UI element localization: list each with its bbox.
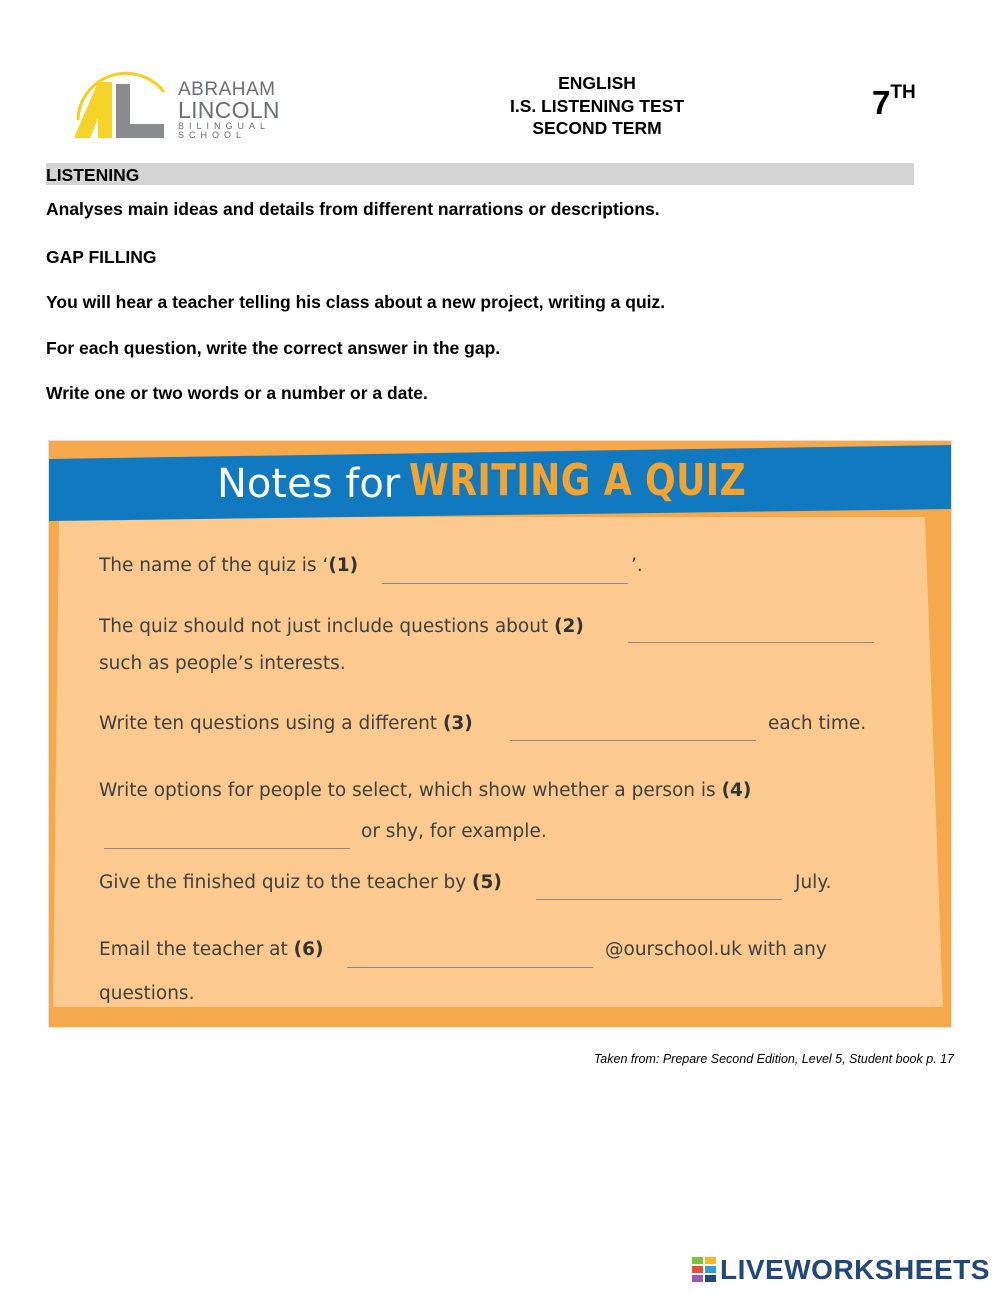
liveworksheets-logo-icon	[692, 1257, 718, 1285]
instruction-2: For each question, write the correct answer in the gap.	[46, 338, 501, 358]
answer-gap-6[interactable]	[347, 967, 593, 968]
answer-gap-2[interactable]	[628, 642, 874, 643]
answer-gap-3[interactable]	[510, 740, 756, 741]
question-1	[99, 555, 358, 576]
question-6-continued: questions.	[99, 983, 195, 1004]
question-5-number: (5)	[472, 872, 502, 893]
question-2	[99, 616, 584, 637]
section-title: LISTENING	[46, 163, 914, 185]
question-1-number: (1)	[328, 555, 359, 576]
term: SECOND TERM	[532, 118, 662, 138]
question-6-text: Email the teacher at	[99, 939, 288, 960]
objective-text: Analyses main ideas and details from different narrations or descriptions.	[46, 199, 660, 219]
school-logo-mark	[68, 62, 178, 142]
question-2-text: The quiz should not just include questions about	[99, 616, 549, 637]
question-2-continued: such as people’s interests.	[99, 653, 346, 674]
subject: ENGLISH	[558, 73, 636, 93]
grade-number: 7	[872, 84, 891, 121]
logo-line-lincoln: LINCOLN	[178, 97, 280, 123]
question-2-number: (2)	[554, 616, 584, 637]
question-4-end: or shy, for example.	[361, 821, 547, 842]
question-5-text: Give the finished quiz to the teacher by	[99, 872, 467, 893]
logo-line-school: SCHOOL	[178, 130, 247, 140]
question-3-number: (3)	[442, 713, 473, 734]
question-6-end: @ourschool.uk with any	[605, 939, 827, 960]
question-6	[99, 939, 323, 960]
answer-gap-4[interactable]	[104, 848, 350, 849]
logo-line-bilingual: BILINGUAL	[178, 121, 271, 131]
question-5	[99, 872, 502, 893]
question-3-text: Write ten questions using a different	[99, 713, 438, 734]
question-1-text: The name of the quiz is ‘	[99, 555, 329, 576]
grade-label	[872, 84, 916, 122]
question-4	[99, 780, 751, 801]
question-3-end: each time.	[768, 713, 867, 734]
liveworksheets-wordmark: LIVEWORKSHEETS	[720, 1254, 990, 1285]
notes-title-main: WRITING A QUIZ	[409, 455, 747, 506]
answer-gap-5[interactable]	[536, 899, 782, 900]
logo-wordmark	[178, 80, 280, 140]
task-title: GAP FILLING	[46, 247, 157, 267]
grade-suffix: TH	[890, 82, 916, 103]
question-6-number: (6)	[293, 939, 324, 960]
question-3	[99, 713, 473, 734]
logo-line-abraham: ABRAHAM	[178, 79, 276, 100]
test-header	[470, 72, 724, 140]
notes-card	[48, 440, 952, 1028]
source-citation: Taken from: Prepare Second Edition, Level 5, Student book p. 17	[593, 1052, 954, 1066]
notes-title-prefix: Notes for	[217, 461, 401, 507]
question-5-end: July.	[795, 872, 832, 893]
question-1-end: ’.	[631, 555, 643, 576]
question-4-number: (4)	[721, 780, 752, 801]
instruction-1: You will hear a teacher telling his class about a new project, writing a quiz.	[46, 292, 666, 312]
answer-gap-1[interactable]	[382, 583, 628, 584]
test-name: I.S. LISTENING TEST	[509, 95, 685, 116]
instruction-3: Write one or two words or a number or a date.	[46, 383, 428, 403]
question-4-text: Write options for people to select, which show whether a person is	[99, 780, 716, 801]
